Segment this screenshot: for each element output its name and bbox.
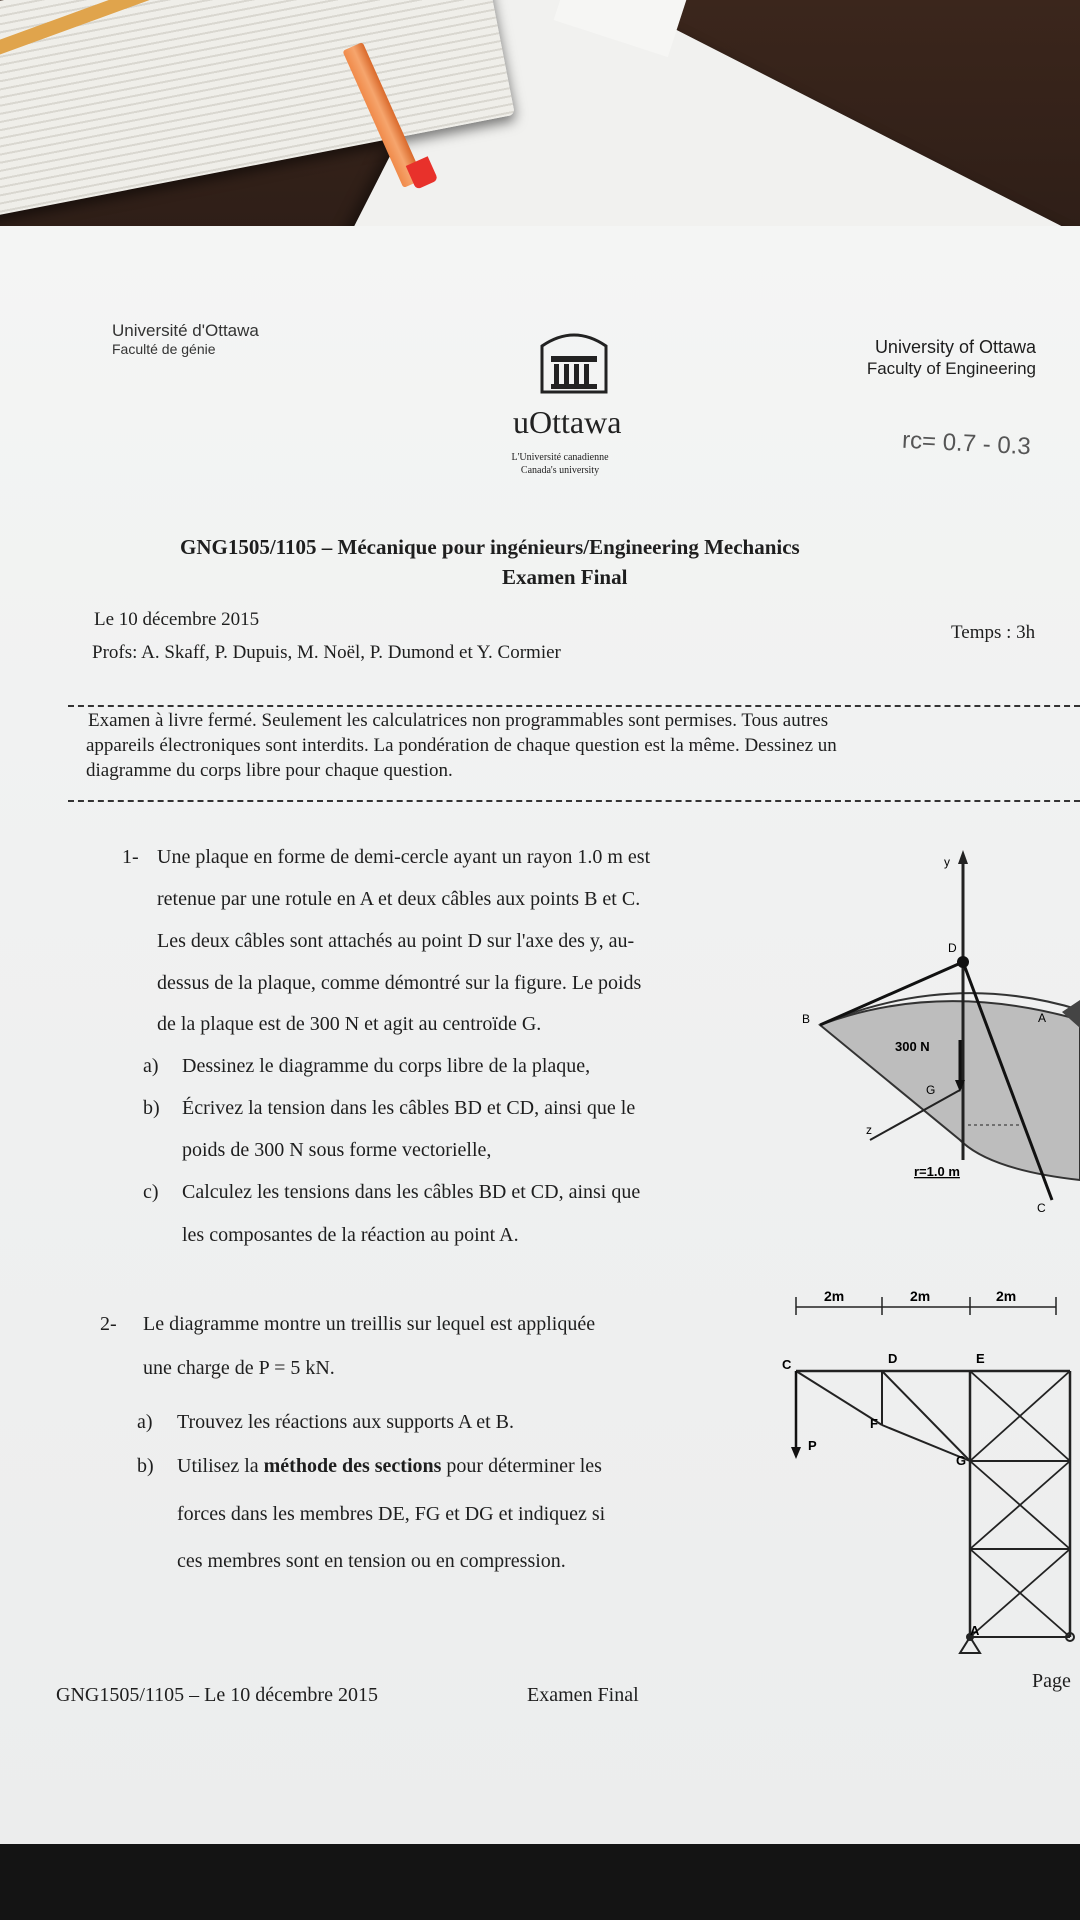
q2-b-text-2: forces dans les membres DE, FG et DG et indiquez si	[177, 1503, 606, 1525]
desk-bottom	[0, 1844, 1080, 1920]
instructions-line-2: appareils électroniques sont interdits. La pondération de chaque question est la même. Dessinez un	[86, 735, 837, 756]
q1-line-5: de la plaque est de 300 N et agit au centroïde G.	[157, 1013, 542, 1035]
footer-title: Examen Final	[527, 1684, 639, 1706]
q2-number: 2-	[100, 1313, 117, 1335]
fig2-p-label: P	[808, 1438, 817, 1453]
fig2-dim-3: 2m	[996, 1288, 1017, 1304]
exam-subtitle: Examen Final	[502, 565, 628, 589]
fig1-weight-label: 300 N	[895, 1039, 930, 1054]
exam-profs: Profs: A. Skaff, P. Dupuis, M. Noël, P. Dumond et Y. Cormier	[92, 642, 561, 663]
exam-time: Temps : 3h	[951, 622, 1036, 643]
figure-truss	[780, 1285, 1080, 1685]
header-left-line2: Faculté de génie	[112, 341, 216, 357]
header-left-line1: Université d'Ottawa	[112, 321, 259, 340]
fig1-a-label: A	[1038, 1011, 1047, 1025]
q2-a-label: a)	[137, 1411, 153, 1433]
fig1-c-label: C	[1037, 1201, 1046, 1215]
fig2-d-label: D	[888, 1351, 898, 1366]
load-p-arrowhead	[791, 1447, 801, 1459]
q1-b-text-2: poids de 300 N sous forme vectorielle,	[182, 1139, 492, 1161]
logo-subtitle-fr: L'Université canadienne	[511, 452, 609, 463]
footer-left: GNG1505/1105 – Le 10 décembre 2015	[56, 1684, 378, 1706]
member-dg	[882, 1371, 970, 1461]
logo-wordmark: uOttawa	[513, 404, 622, 440]
q1-a-label: a)	[143, 1055, 159, 1077]
q1-line-1: Une plaque en forme de demi-cercle ayant un rayon 1.0 m est	[157, 846, 651, 868]
q1-b-text-1: Écrivez la tension dans les câbles BD et CD, ainsi que le	[182, 1097, 636, 1119]
q1-line-4: dessus de la plaque, comme démontré sur la figure. Le poids	[157, 972, 642, 994]
point-d	[957, 956, 969, 968]
fig2-dim-1: 2m	[824, 1288, 845, 1304]
divider-bottom	[68, 800, 1080, 802]
q1-c-label: c)	[143, 1181, 159, 1203]
q2-a-text: Trouvez les réactions aux supports A et B.	[177, 1411, 515, 1433]
q2-b-label: b)	[137, 1455, 154, 1477]
instructions-line-3: diagramme du corps libre pour chaque question.	[86, 760, 453, 781]
instructions-line-1: Examen à livre fermé. Seulement les calculatrices non programmables sont permises. Tous autres	[88, 710, 829, 731]
footer-page: Page	[1032, 1670, 1071, 1692]
fig2-a-label: A	[970, 1623, 980, 1638]
q1-c-text-2: les composantes de la réaction au point A.	[182, 1224, 519, 1246]
fig1-y-label: y	[944, 855, 950, 869]
q1-a-text: Dessinez le diagramme du corps libre de la plaque,	[182, 1055, 591, 1077]
fig1-radius-label: r=1.0 m	[914, 1164, 960, 1179]
q1-b-label: b)	[143, 1097, 160, 1119]
fig1-b-label: B	[802, 1012, 811, 1026]
header-right-line2: Faculty of Engineering	[866, 359, 1036, 378]
fig2-e-label: E	[976, 1351, 985, 1366]
fig2-c-label: C	[782, 1357, 792, 1372]
q2-line-1: Le diagramme montre un treillis sur lequel est appliquée	[143, 1313, 596, 1335]
q2-line-2: une charge de P = 5 kN.	[143, 1357, 335, 1379]
y-axis-arrow	[958, 850, 968, 864]
logo-subtitle-en: Canada's university	[520, 465, 600, 476]
fig2-dim-2: 2m	[910, 1288, 931, 1304]
exam-date: Le 10 décembre 2015	[94, 609, 260, 630]
q2-b-text-1: Utilisez la méthode des sections pour déterminer les	[177, 1455, 602, 1477]
handwritten-note: rc= 0.7 - 0.3	[901, 426, 1032, 461]
fig2-f-label: F	[870, 1416, 878, 1431]
q1-c-text-1: Calculez les tensions dans les câbles BD et CD, ainsi que	[182, 1181, 641, 1203]
figure-semicircle-plate	[790, 840, 1080, 1240]
q1-number: 1-	[122, 846, 139, 868]
divider-top	[68, 705, 1080, 707]
plate-shape	[820, 1001, 1080, 1180]
uottawa-logo-icon	[536, 322, 612, 398]
exam-title: GNG1505/1105 – Mécanique pour ingénieurs/Engineering Mechanics	[180, 535, 800, 559]
q1-line-2: retenue par une rotule en A et deux câbles aux points B et C.	[157, 888, 641, 910]
q1-line-3: Les deux câbles sont attachés au point D sur l'axe des y, au-	[157, 930, 635, 952]
q2-b-text-3: ces membres sont en tension ou en compression.	[177, 1550, 566, 1572]
fig1-z-label: z	[866, 1123, 872, 1137]
fig1-g-label: G	[926, 1083, 936, 1097]
fig1-d-label: D	[948, 941, 957, 955]
fig2-g-label: G	[956, 1453, 967, 1468]
header-right-line1: University of Ottawa	[874, 337, 1036, 357]
